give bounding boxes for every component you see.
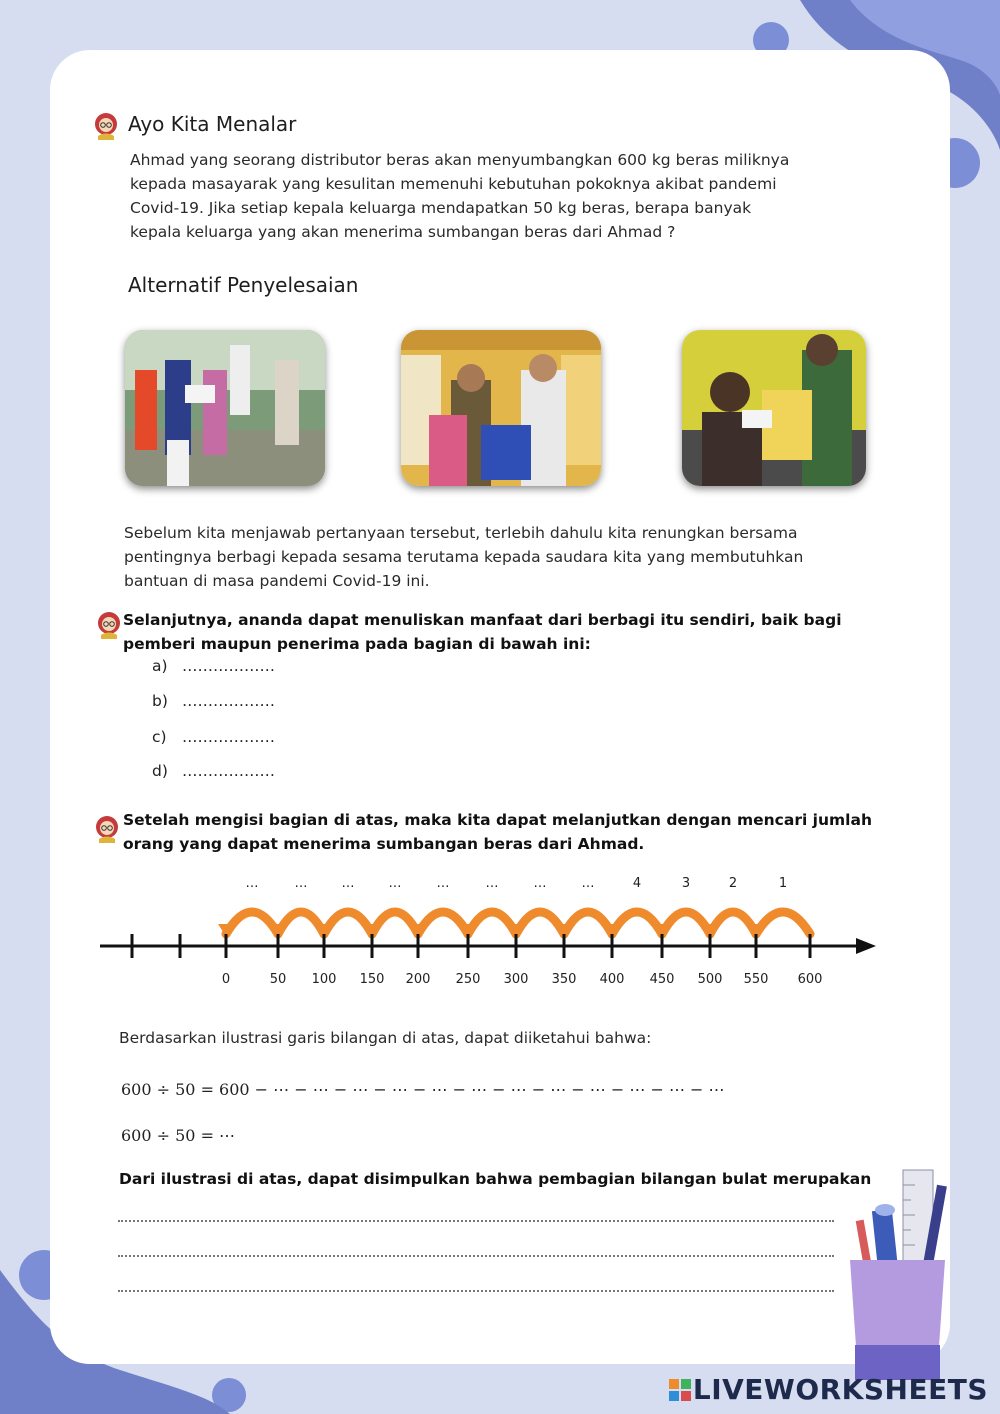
answer-line[interactable] bbox=[118, 1290, 834, 1292]
hop-arrow bbox=[278, 912, 324, 934]
photo-rice-distribution-2 bbox=[401, 330, 601, 486]
liveworksheets-logo-icon bbox=[669, 1375, 691, 1397]
hop-arrow bbox=[564, 912, 612, 934]
number-line-hop-count: 3 bbox=[681, 876, 691, 891]
benefit-instruction-text: Selanjutnya, ananda dapat menuliskan manfaat dari berbagi itu sendiri, baik bagi pemberi maupun penerima pada bagian di bawah ini: bbox=[123, 611, 842, 653]
number-line-hop-count[interactable]: … bbox=[436, 876, 450, 891]
pencil-cup-illustration bbox=[845, 1165, 955, 1390]
intro-reflection-text: Sebelum kita menjawab pertanyaan tersebut, terlebih dahulu kita renungkan bersama pentingnya berbagi kepada sesama terutama kepada saudara kita yang membutuhkan bantuan di masa pandemi Covid-19 ini. bbox=[124, 524, 804, 590]
number-line-instruction-text: Setelah mengisi bagian di atas, maka kita dapat melanjutkan dengan mencari jumlah orang yang dapat menerima sumbangan beras dari Ahmad. bbox=[123, 811, 872, 853]
answer-blank-b[interactable]: ……………… bbox=[182, 692, 275, 710]
number-line-conclusion-intro: Berdasarkan ilustrasi garis bilangan di atas, dapat diiketahui bahwa: bbox=[119, 1029, 652, 1047]
number-line-hop-count[interactable]: … bbox=[245, 876, 259, 891]
division-conclusion-text: Dari ilustrasi di atas, dapat disimpulkan bahwa pembagian bilangan bulat merupakan bbox=[119, 1170, 872, 1188]
hop-arrow bbox=[418, 912, 468, 934]
number-line-value-label: 500 bbox=[697, 972, 723, 987]
number-line-value-label: 150 bbox=[359, 972, 385, 987]
list-item: a) ……………… bbox=[152, 657, 275, 675]
answer-blank-a[interactable]: ……………… bbox=[182, 657, 275, 675]
answer-line[interactable] bbox=[118, 1220, 834, 1222]
hop-arrow bbox=[372, 912, 418, 934]
list-item: c) ……………… bbox=[152, 728, 275, 746]
number-line-hop-count: 4 bbox=[632, 876, 642, 891]
hop-arrow bbox=[612, 912, 662, 934]
number-line-hops bbox=[218, 912, 810, 938]
liveworksheets-logo[interactable]: LIVEWORKSHEETS bbox=[669, 1373, 988, 1406]
number-line-value-label: 50 bbox=[269, 972, 287, 987]
answer-blank-d[interactable]: ……………… bbox=[182, 762, 275, 780]
hop-arrow bbox=[468, 912, 516, 934]
number-line-arrowhead bbox=[856, 938, 876, 954]
number-line-hop-count[interactable]: … bbox=[341, 876, 355, 891]
number-line-value-label: 350 bbox=[551, 972, 577, 987]
hop-arrow bbox=[662, 912, 710, 934]
equation-repeated-subtraction[interactable]: 600 ÷ 50 = 600 − ⋯ − ⋯ − ⋯ − ⋯ − ⋯ − ⋯ − ⋯ − ⋯ − ⋯ − ⋯ − ⋯ − ⋯ bbox=[121, 1080, 725, 1099]
equation-division-result[interactable]: 600 ÷ 50 = ⋯ bbox=[121, 1126, 236, 1145]
number-line-hop-count[interactable]: … bbox=[294, 876, 308, 891]
number-line-hop-count: 1 bbox=[778, 876, 788, 891]
number-line-value-label: 0 bbox=[221, 972, 231, 987]
number-line-value-label: 300 bbox=[503, 972, 529, 987]
number-line-hop-count[interactable]: … bbox=[485, 876, 499, 891]
number-line-value-label: 550 bbox=[743, 972, 769, 987]
hop-arrow bbox=[324, 912, 372, 934]
hop-arrow bbox=[226, 912, 278, 934]
section-title-alternatif-penyelesaian: Alternatif Penyelesaian bbox=[128, 273, 359, 297]
photo-rice-distribution-1 bbox=[125, 330, 325, 486]
hop-arrow bbox=[710, 912, 756, 934]
student-avatar-icon bbox=[93, 815, 121, 843]
number-line bbox=[96, 890, 886, 970]
number-line-value-label: 250 bbox=[455, 972, 481, 987]
hop-arrow bbox=[516, 912, 564, 934]
number-line-value-label: 400 bbox=[599, 972, 625, 987]
number-line-hop-count[interactable]: … bbox=[581, 876, 595, 891]
number-line-hop-count[interactable]: … bbox=[388, 876, 402, 891]
number-line-value-label: 600 bbox=[797, 972, 823, 987]
list-item: b) ……………… bbox=[152, 692, 275, 710]
student-avatar-icon bbox=[95, 611, 123, 639]
list-item: d) ……………… bbox=[152, 762, 275, 780]
number-line-hop-count[interactable]: … bbox=[533, 876, 547, 891]
answer-line[interactable] bbox=[118, 1255, 834, 1257]
section-title-ayo-kita-menalar: Ayo Kita Menalar bbox=[128, 112, 297, 136]
hop-arrow bbox=[756, 912, 810, 934]
number-line-hop-count: 2 bbox=[728, 876, 738, 891]
number-line-value-label: 200 bbox=[405, 972, 431, 987]
number-line-value-label: 100 bbox=[311, 972, 337, 987]
answer-blank-c[interactable]: ……………… bbox=[182, 728, 275, 746]
number-line-value-label: 450 bbox=[649, 972, 675, 987]
photo-rice-distribution-3 bbox=[682, 330, 866, 486]
problem-text: Ahmad yang seorang distributor beras akan menyumbangkan 600 kg beras miliknya kepada masayarak yang kesulitan memenuhi kebutuhan pokoknya akibat pandemi Covid-19. Jika setiap kepala keluarga mendapatkan 50 kg beras, berapa banyak kepala keluarga yang akan menerima sumbangan beras dari Ahmad ? bbox=[130, 151, 790, 241]
student-avatar-icon bbox=[92, 112, 120, 140]
